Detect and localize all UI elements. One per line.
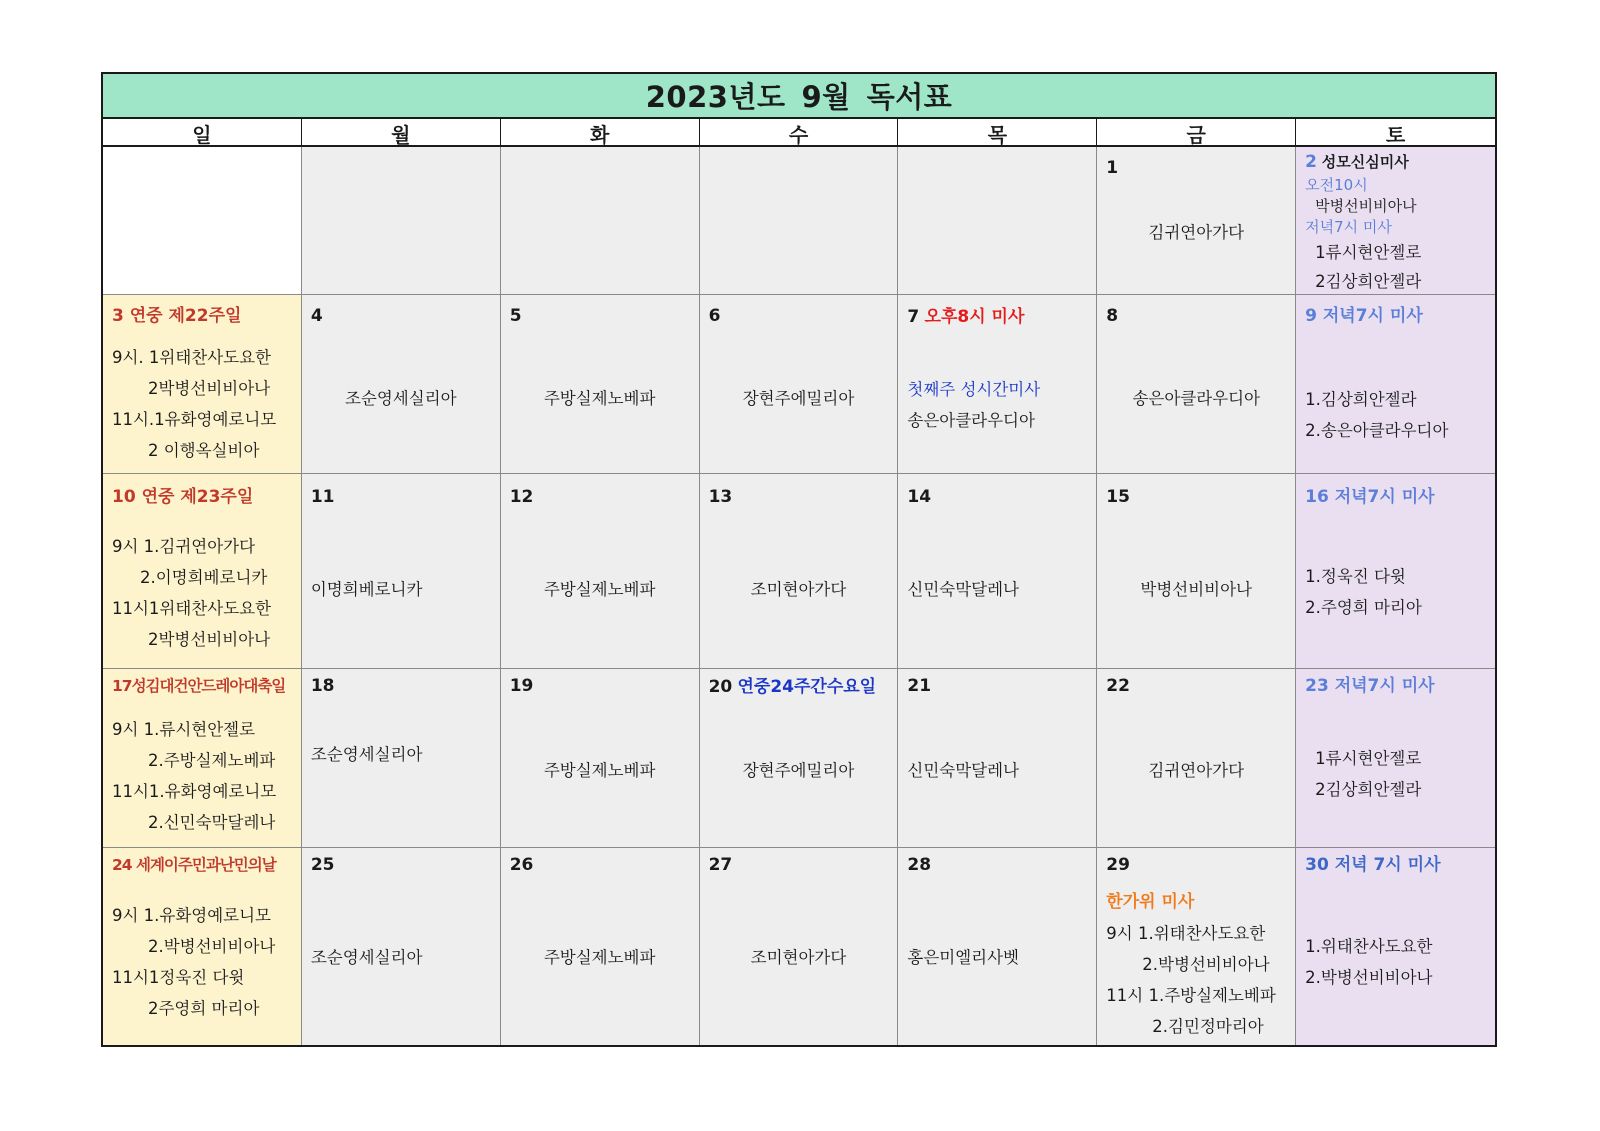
day-cell-empty (898, 147, 1097, 295)
day-cell-empty (103, 147, 302, 295)
reader-line: 2김상희안젤라 (1315, 780, 1422, 799)
reader-name: 김귀연아가다 (1148, 223, 1245, 242)
reader-line: 9시 1.류시현안젤로 (112, 720, 256, 739)
day-cell-5 (501, 295, 700, 474)
reader-name: 이명희베로니카 (310, 580, 423, 599)
day-cell-25 (302, 848, 501, 1045)
reader-line: 1.김상희안젤라 (1305, 390, 1417, 409)
day-number: 22 (1106, 676, 1130, 696)
day-cell-29 (1097, 848, 1296, 1045)
day-cell-27 (700, 848, 899, 1045)
reader-line: 11시 1.주방실제노베파 (1106, 986, 1276, 1005)
mass-time: 저녁7시 미사 (1305, 218, 1392, 236)
reader-line: 2.주영희 마리아 (1305, 598, 1422, 617)
day-cell-11 (302, 474, 501, 669)
day-cell-10 (103, 474, 302, 669)
reader-name: 김귀연아가다 (1148, 761, 1245, 780)
reader-line: 2.박병선비비아나 (1305, 968, 1433, 987)
weekday-sat: 토 (1385, 123, 1406, 147)
reader-line: 2.김민정마리아 (1152, 1017, 1264, 1036)
reader-line: 2박병선비비아나 (148, 630, 271, 649)
sunday-title: 24 세계이주민과난민의날 (112, 856, 276, 874)
reader-line: 11시.1유화영예로니모 (112, 410, 277, 429)
reader-line: 2.박병선비비아나 (1142, 955, 1270, 974)
reader-name: 홍은미엘리사벳 (907, 948, 1019, 967)
reader-line: 11시1정욱진 다윗 (112, 968, 245, 987)
reader-line: 9시 1.유화영예로니모 (112, 906, 271, 925)
weekday-tue: 화 (501, 119, 700, 148)
day-cell-empty (302, 147, 501, 295)
day-number: 6 (708, 306, 721, 326)
reader-name: 조순영세실리아 (344, 389, 457, 408)
calendar-grid (103, 147, 1495, 1045)
reader-name: 송은아클라우디아 (907, 411, 1035, 430)
reader-name: 조미현아가다 (750, 580, 847, 599)
mass-title: 성모신심미사 (1321, 153, 1409, 171)
reader-line: 11시1위태찬사도요한 (112, 599, 272, 618)
page-title (103, 74, 1495, 119)
day-cell-26 (501, 848, 700, 1045)
day-number: 11 (310, 487, 335, 507)
day-cell-22 (1097, 669, 1296, 848)
reader-name: 2김상희안젤라 (1315, 272, 1422, 291)
day-cell-28 (898, 848, 1097, 1045)
day-cell-20 (700, 669, 899, 848)
saturday-title: 30 저녁 7시 미사 (1305, 855, 1441, 875)
reader-line: 1.정욱진 다윗 (1305, 567, 1406, 586)
day-number: 14 (907, 487, 932, 507)
reader-line: 1.위태찬사도요한 (1305, 937, 1433, 956)
day-number: 4 (310, 306, 323, 326)
reader-line: 2 이행옥실비아 (148, 441, 260, 460)
day-number: 2 (1305, 152, 1317, 172)
day-cell-19 (501, 669, 700, 848)
reader-line: 9시 1.위태찬사도요한 (1106, 924, 1266, 943)
day-cell-empty (501, 147, 700, 295)
weekday-mon: 월 (302, 119, 501, 148)
day-cell-21 (898, 669, 1097, 848)
reading-schedule-table (101, 72, 1497, 1047)
reader-name: 조순영세실리아 (310, 745, 423, 764)
day-cell-3 (103, 295, 302, 474)
day-cell-23 (1296, 669, 1495, 848)
weekday-thu: 목 (898, 119, 1097, 148)
day-number: 7 (907, 307, 920, 327)
day-number: 15 (1106, 487, 1130, 507)
day-cell-1 (1097, 147, 1296, 295)
day-number: 26 (509, 855, 534, 875)
day-number: 12 (509, 487, 534, 507)
reader-name: 장현주에밀리아 (742, 761, 855, 780)
saturday-title: 9 저녁7시 미사 (1305, 306, 1423, 326)
saturday-title: 23 저녁7시 미사 (1305, 676, 1435, 696)
reader-name: 송은아클라우디아 (1132, 389, 1260, 408)
sunday-title: 10 연중 제23주일 (112, 487, 254, 507)
day-cell-2 (1296, 147, 1495, 295)
reader-line: 2.박병선비비아나 (148, 937, 276, 956)
day-number: 25 (310, 855, 335, 875)
mass-time: 오전10시 (1305, 176, 1368, 194)
sunday-title: 17성김대건안드레아대축일 (112, 677, 286, 695)
day-cell-18 (302, 669, 501, 848)
reader-line: 2.신민숙막달레나 (148, 813, 276, 832)
day-number: 18 (310, 676, 335, 696)
reader-name: 장현주에밀리아 (742, 389, 855, 408)
reader-line: 9시 1.김귀연아가다 (112, 537, 256, 556)
reader-name: 박병선비비아나 (1315, 197, 1417, 215)
reader-name: 신민숙막달레나 (907, 580, 1019, 599)
reader-line: 1류시현안젤로 (1315, 749, 1422, 768)
day-number: 8 (1106, 306, 1119, 326)
reader-line: 9시. 1위태찬사도요한 (112, 348, 271, 367)
day-number: 27 (708, 855, 733, 875)
sunday-title: 3 연중 제22주일 (112, 306, 242, 326)
day-cell-4 (302, 295, 501, 474)
reader-line: 2.이명희베로니카 (140, 568, 268, 587)
title-year: 2023년도 (645, 80, 786, 114)
reader-name: 주방실제노베파 (543, 761, 656, 780)
reader-name: 1류시현안젤로 (1315, 243, 1422, 262)
day-cell-13 (700, 474, 899, 669)
reader-name: 주방실제노베파 (543, 580, 656, 599)
weekday-header-row (103, 119, 1495, 147)
day-cell-14 (898, 474, 1097, 669)
title-month: 9월 (801, 80, 851, 114)
reader-name: 주방실제노베파 (543, 389, 656, 408)
mass-note: 한가위 미사 (1106, 892, 1195, 912)
weekday-sun: 일 (103, 119, 302, 148)
reader-name: 조미현아가다 (750, 948, 847, 967)
mass-note: 연중24주간수요일 (737, 677, 877, 697)
day-cell-15 (1097, 474, 1296, 669)
day-cell-6 (700, 295, 899, 474)
day-cell-8 (1097, 295, 1296, 474)
day-cell-12 (501, 474, 700, 669)
day-number: 1 (1106, 158, 1119, 178)
day-cell-7 (898, 295, 1097, 474)
title-label: 독서표 (866, 80, 953, 114)
mass-note: 오후8시 미사 (924, 307, 1025, 327)
day-cell-16 (1296, 474, 1495, 669)
day-number: 28 (907, 855, 932, 875)
reader-line: 2주영희 마리아 (148, 999, 260, 1018)
day-number: 20 (708, 677, 733, 697)
reader-line: 2.송은아클라우디아 (1305, 421, 1449, 440)
day-cell-17 (103, 669, 302, 848)
reader-line: 2박병선비비아나 (148, 379, 271, 398)
day-number: 19 (509, 676, 534, 696)
mass-note: 첫째주 성시간미사 (907, 380, 1041, 399)
day-number: 29 (1106, 855, 1130, 875)
weekday-fri: 금 (1097, 119, 1296, 148)
day-cell-30 (1296, 848, 1495, 1045)
weekday-wed: 수 (700, 119, 899, 148)
reader-line: 2.주방실제노베파 (148, 751, 276, 770)
day-cell-9 (1296, 295, 1495, 474)
saturday-title: 16 저녁7시 미사 (1305, 487, 1435, 507)
day-number: 5 (509, 306, 522, 326)
reader-line: 11시1.유화영예로니모 (112, 782, 277, 801)
reader-name: 조순영세실리아 (310, 948, 423, 967)
reader-name: 신민숙막달레나 (907, 761, 1019, 780)
day-cell-24 (103, 848, 302, 1045)
day-number: 13 (708, 487, 733, 507)
reader-name: 주방실제노베파 (543, 948, 656, 967)
reader-name: 박병선비비아나 (1140, 580, 1252, 599)
day-cell-empty (700, 147, 899, 295)
day-number: 21 (907, 676, 932, 696)
